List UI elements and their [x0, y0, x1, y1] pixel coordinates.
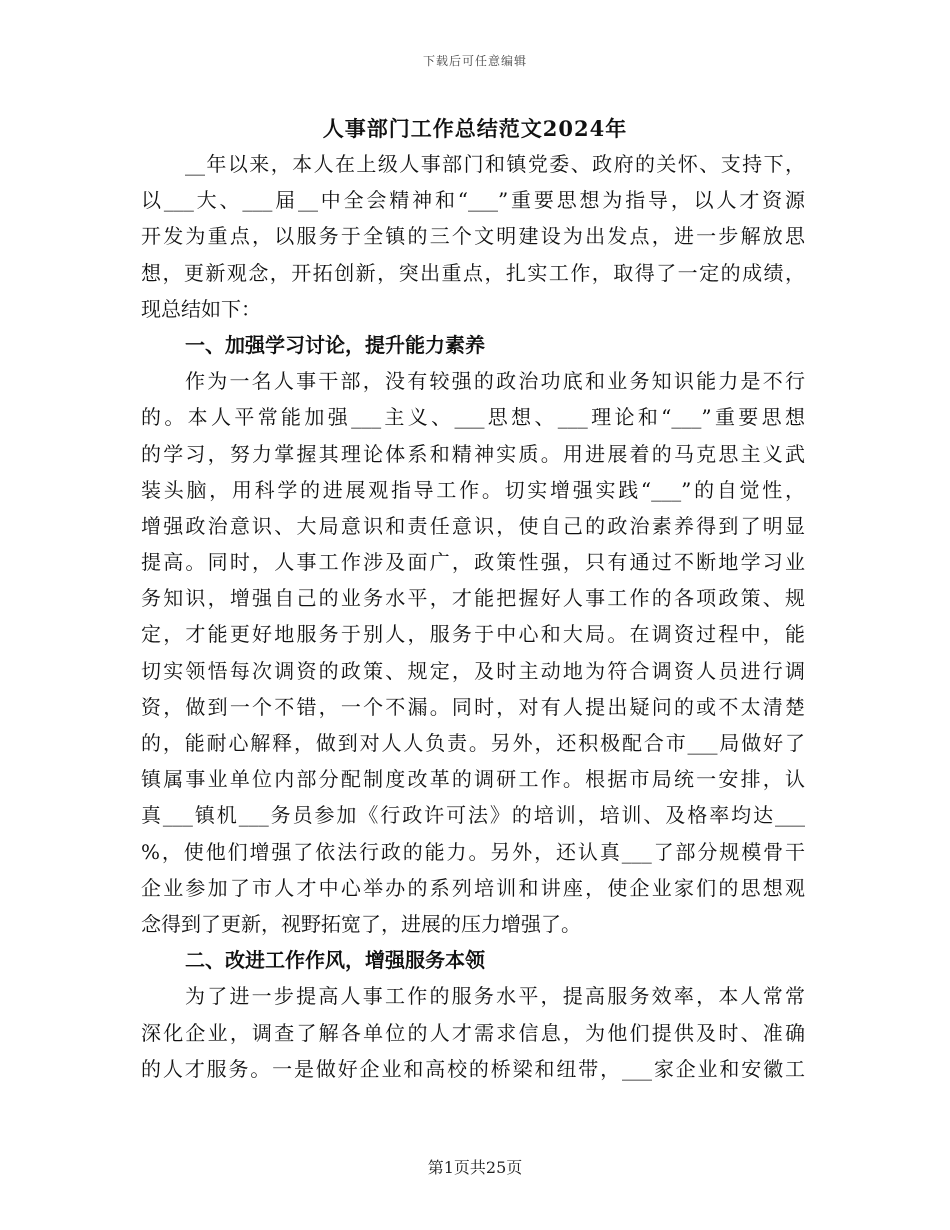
body-line: 提高。同时，人事工作涉及面广，政策性强，只有通过不断地学习业	[141, 550, 805, 575]
body-line: 的人才服务。一是做好企业和高校的桥梁和纽带，___家企业和安徽工	[141, 1056, 805, 1081]
body-line: 的，能耐心解释，做到对人人负责。另外，还积极配合市___局做好了	[141, 731, 805, 755]
section-heading: 一、加强学习讨论，提升能力素养	[185, 332, 485, 357]
body-line: 深化企业，调查了解各单位的人才需求信息，为他们提供及时、准确	[141, 1020, 805, 1045]
body-line: 镇属事业单位内部分配制度改革的调研工作。根据市局统一安排，认	[141, 767, 805, 792]
body-line: 为了进一步提高人事工作的服务水平，提高服务效率，本人常常	[185, 984, 805, 1009]
body-line: %，使他们增强了依法行政的能力。另外，还认真___了部分规模骨干	[141, 839, 805, 864]
body-line: 想，更新观念，开拓创新，突出重点，扎实工作，取得了一定的成绩，	[141, 260, 805, 285]
body-line: 开发为重点，以服务于全镇的三个文明建设为出发点，进一步解放思	[141, 224, 805, 249]
body-line: 资，做到一个不错，一个不漏。同时，对有人提出疑问的或不太清楚	[141, 694, 805, 719]
body-line: 以___大、___届__中全会精神和“___”重要思想为指导，以人才资源	[141, 188, 805, 213]
document-title: 人事部门工作总结范文2024年	[322, 116, 628, 141]
body-line: 作为一名人事干部，没有较强的政治功底和业务知识能力是不行	[185, 369, 805, 394]
body-line: 定，才能更好地服务于别人，服务于中心和大局。在调资过程中，能	[141, 622, 805, 647]
header-note: 下载后可任意编辑	[422, 54, 527, 68]
section-heading: 二、改进工作作风，增强服务本领	[185, 948, 485, 973]
body-line: __年以来，本人在上级人事部门和镇党委、政府的关怀、支持下，	[185, 152, 805, 176]
body-line: 的学习，努力掌握其理论体系和精神实质。用进展着的马克思主义武	[141, 441, 805, 466]
body-line: 真___镇机___务员参加《行政许可法》的培训，培训、及格率均达___	[141, 803, 805, 828]
body-line: 增强政治意识、大局意识和责任意识，使自己的政治素养得到了明显	[141, 513, 805, 538]
body-line: 切实领悟每次调资的政策、规定，及时主动地为符合调资人员进行调	[141, 658, 805, 683]
body-line: 企业参加了市人才中心举办的系列培训和讲座，使企业家们的思想观	[141, 875, 805, 900]
body-line: 的。本人平常能加强___主义、___思想、___理论和“___”重要思想	[141, 405, 805, 430]
body-line: 现总结如下：	[141, 296, 261, 321]
body-line: 务知识，增强自己的业务水平，才能把握好人事工作的各项政策、规	[141, 586, 805, 611]
page-footer: 第1页共25页	[427, 1158, 523, 1177]
document-body	[141, 146, 805, 1087]
body-line: 念得到了更新，视野拓宽了，进展的压力增强了。	[141, 911, 581, 936]
body-line: 装头脑，用科学的进展观指导工作。切实增强实践“___”的自觉性，	[141, 477, 805, 502]
